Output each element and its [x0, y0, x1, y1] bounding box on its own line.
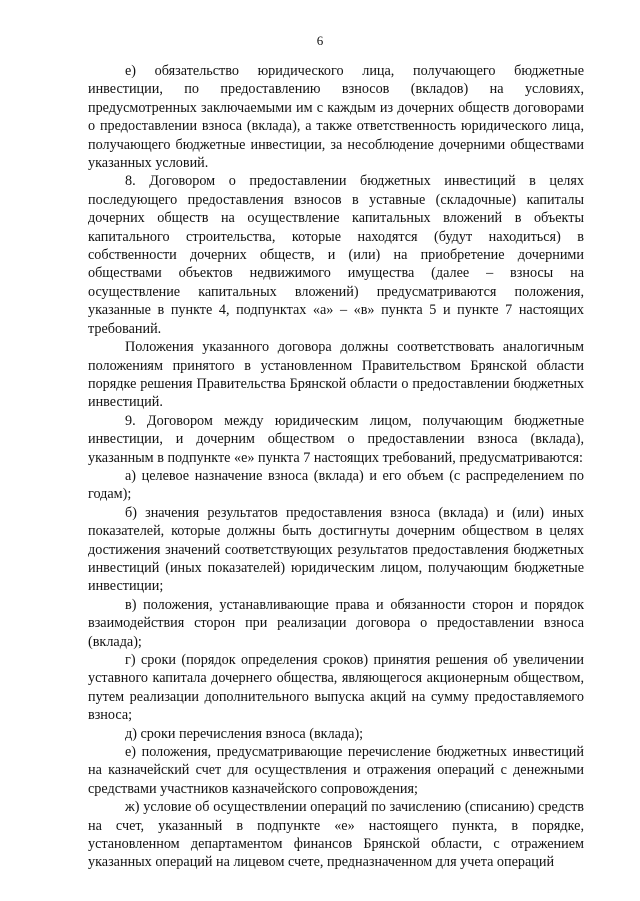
paragraph-subitem-b: б) значения результатов предоставления взноса (вклада) и (или) иных показателей, которые должны быть достигнуты дочерним обществом в целях достижения значений соответствующих результатов предоставления бюджетных инвестиций (иных показателей) юридическим лицом, получающим бюджетные инвестиции;	[88, 504, 584, 595]
paragraph-item-8-provisions: Положения указанного договора должны соответствовать аналогичным положениям принятого в установленном Правительством Брянской области порядке решения Правительства Брянской области о предоставлении бюджетных инвестиций.	[88, 339, 584, 411]
paragraph-item-8: 8. Договором о предоставлении бюджетных инвестиций в целях последующего предоставления взносов в уставные (складочные) капиталы дочерних обществ на осуществление капитальных вложений в объекты капитального строительства, которые находятся (будут находиться) в собственности дочерних обществ, и (или) на приобретение дочерними обществами объектов недвижимого имущества (далее – взносы на осуществление капитальных вложений) предусматриваются положения, указанные в пункте 4, подпунктах «а» – «в» пункта 5 и пункте 7 настоящих требований.	[88, 173, 584, 337]
paragraph-item-9: 9. Договором между юридическим лицом, получающим бюджетные инвестиции, и дочерним обществом о предоставлении взноса (вклада), указанным в подпункте «е» пункта 7 настоящих требований, предусматриваются:	[88, 412, 584, 466]
paragraph-subitem-e: е) положения, предусматривающие перечисление бюджетных инвестиций на казначейский счет для осуществления и отражения операций с денежными средствами участников казначейского сопровождения;	[88, 744, 584, 797]
paragraph-subitem-d: д) сроки перечисления взноса (вклада);	[125, 725, 364, 742]
document-body	[88, 62, 584, 872]
paragraph-subitem-v: в) положения, устанавливающие права и обязанности сторон и порядок взаимодействия сторон при реализации договора о предоставлении взноса (вклада);	[88, 596, 584, 650]
page-number: 6	[316, 33, 324, 48]
paragraph-subitem-a: а) целевое назначение взноса (вклада) и его объем (с распределением по годам);	[88, 467, 584, 503]
paragraph-subitem-zh: ж) условие об осуществлении операций по зачислению (списанию) средств на счет, указанный в подпункте «е» настоящего пункта, в порядке, установленном департаментом финансов Брянской области, с отражением указанных операций на лицевом счете, предназначенном для учета операций	[88, 799, 584, 871]
paragraph-subitem-e-obligation: е) обязательство юридического лица, получающего бюджетные инвестиции, по предоставлению взносов (вкладов) на условиях, предусмотренных заключаемыми им с каждым из дочерних обществ договорами о предоставлении взноса (вклада), а также ответственность юридического лица, получающего бюджетные инвестиции, за несоблюдение дочерними обществами указанных условий.	[88, 63, 584, 172]
paragraph-subitem-g: г) сроки (порядок определения сроков) принятия решения об увеличении уставного капитала дочернего общества, являющегося акционерным обществом, путем реализации дополнительного выпуска акций на сумму предоставляемого взноса;	[88, 652, 584, 724]
